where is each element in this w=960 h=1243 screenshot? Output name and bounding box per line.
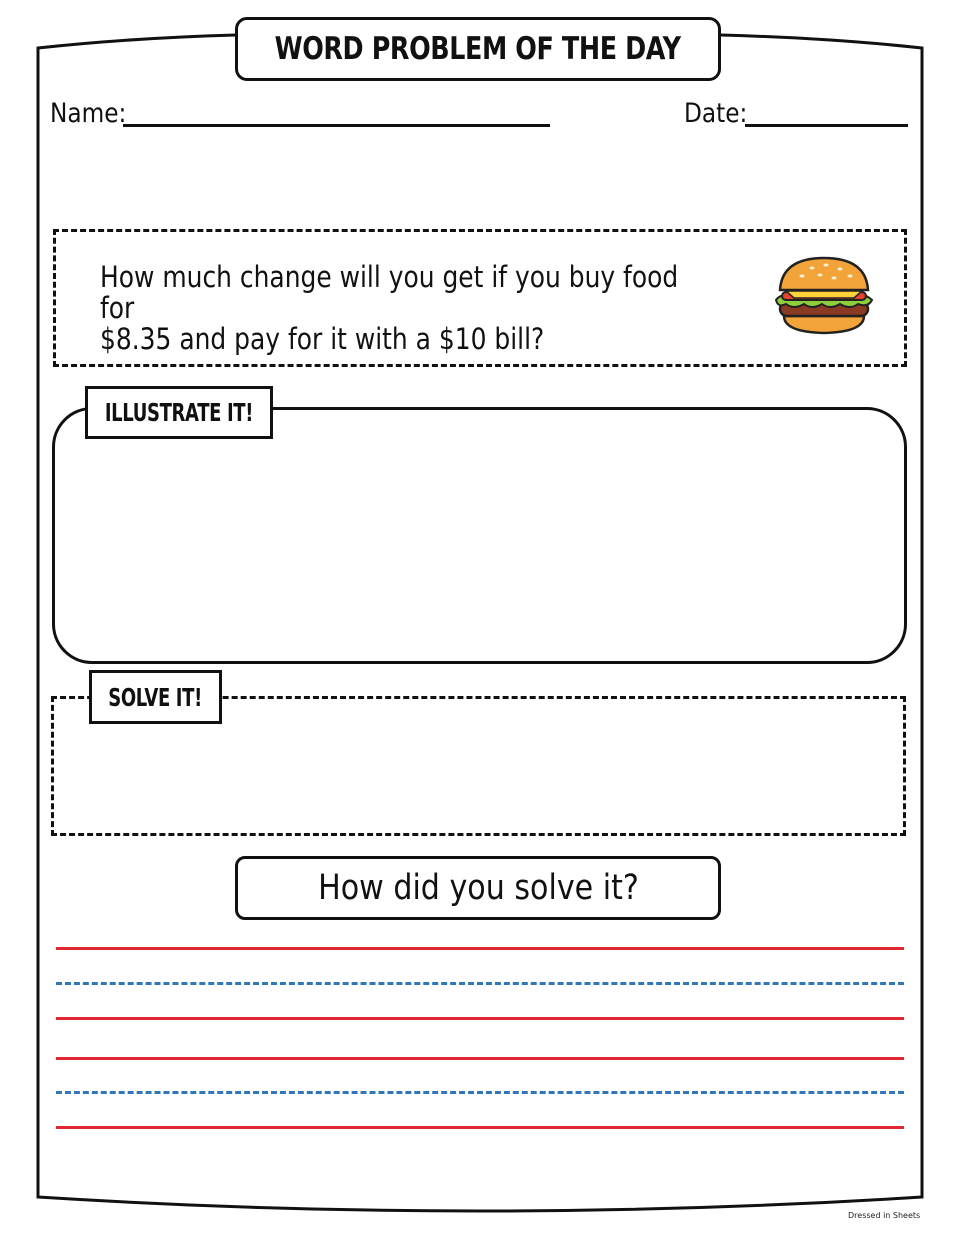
name-label: Name: [50,98,127,129]
writing-line-base-1 [56,1017,904,1020]
name-line[interactable] [123,124,550,127]
writing-line-top-1[interactable] [56,947,904,950]
solve-tab [89,670,222,724]
question-label: How did you solve it? [317,868,639,908]
illustrate-area[interactable] [52,407,907,664]
credit-text: Dressed in Sheets [848,1211,921,1220]
hamburger-icon [772,254,876,338]
date-label: Date: [684,98,748,129]
writing-line-base-2 [56,1126,904,1129]
title-banner [235,17,721,81]
problem-line-2: $8.35 and pay for it with a $10 bill? [100,322,545,356]
problem-text [100,262,702,355]
question-banner [235,856,721,920]
writing-line-top-2[interactable] [56,1057,904,1060]
illustrate-label: ILLUSTRATE IT! [104,398,254,427]
writing-line-mid-1 [56,982,904,985]
illustrate-tab [85,386,273,439]
date-line[interactable] [745,124,908,127]
page-title: WORD PROBLEM OF THE DAY [274,31,682,67]
problem-line-1: How much change will you get if you buy food for [100,260,679,325]
writing-line-mid-2 [56,1091,904,1094]
solve-label: SOLVE IT! [108,682,203,712]
